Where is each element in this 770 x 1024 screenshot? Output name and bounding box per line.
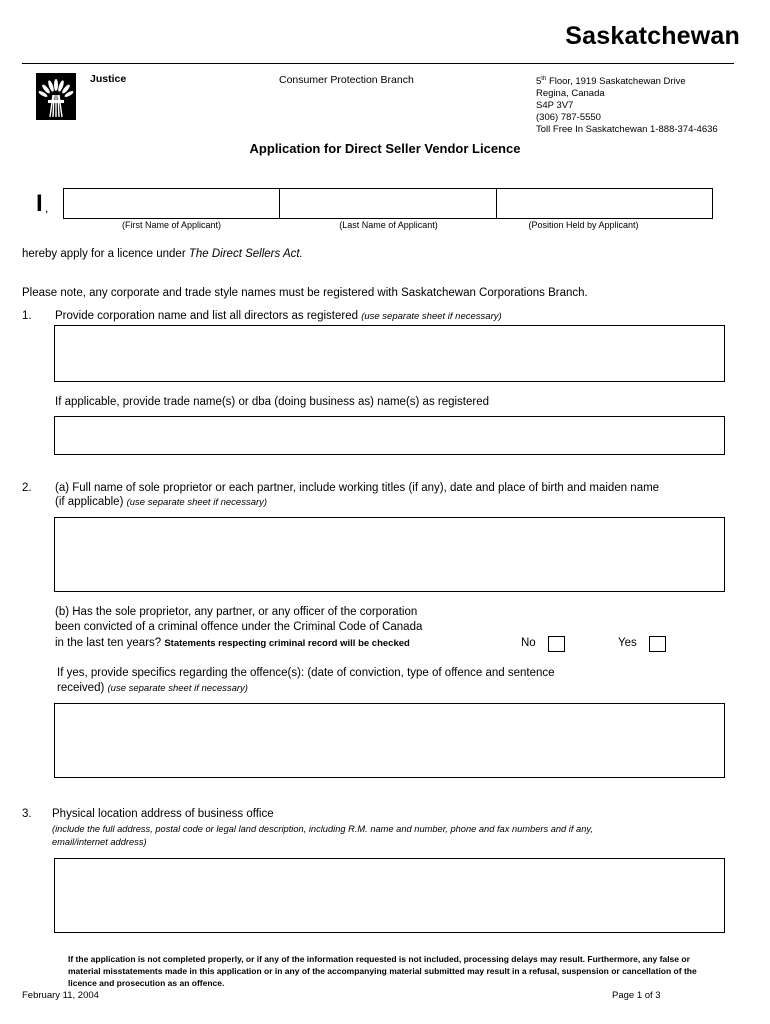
q2a-proprietor-partners-field[interactable] bbox=[54, 517, 725, 592]
q3-hint-line1: (include the full address, postal code or legal land description, including R.M. name and number, phone and fax numbers and if any, bbox=[52, 824, 593, 834]
last-name-label: (Last Name of Applicant) bbox=[339, 220, 438, 230]
position-field[interactable] bbox=[497, 189, 712, 218]
applicant-prefix-comma: , bbox=[45, 201, 49, 215]
page-number: Page 1 of 3 bbox=[612, 990, 661, 1001]
q2-offence-specifics-field[interactable] bbox=[54, 703, 725, 778]
q2b-line2: been convicted of a criminal offence under the Criminal Code of Canada bbox=[55, 621, 423, 633]
q2-specifics-line2 bbox=[57, 682, 248, 694]
address-postal-code: S4P 3V7 bbox=[536, 100, 574, 112]
q2a-question: (a) Full name of sole proprietor or each partner, include working titles (if any), date and place of birth and maiden name bbox=[55, 482, 660, 494]
applicant-name-row bbox=[63, 188, 713, 219]
q2a-hint: (use separate sheet if necessary) bbox=[126, 497, 268, 508]
address-phone: (306) 787-5550 bbox=[536, 112, 601, 124]
q1-question bbox=[55, 310, 502, 322]
criminal-record-check-notice: Statements respecting criminal record will be checked bbox=[164, 638, 410, 649]
apply-statement bbox=[22, 248, 303, 260]
position-label: (Position Held by Applicant) bbox=[528, 220, 639, 230]
q2-number: 2. bbox=[22, 482, 32, 494]
address-toll-free: Toll Free In Saskatchewan 1-888-374-4636 bbox=[536, 124, 718, 136]
form-title: Application for Direct Seller Vendor Licence bbox=[249, 141, 521, 156]
processing-warning: If the application is not completed properly, or if any of the information requested is not included, processing delays may result. Furthermore, any false or material misstatements made in this application or in any of the accompanying material submitted may result in a refusal, suspension or cancellation of the licence and prosecution as an offence. bbox=[68, 954, 697, 988]
q1-trade-name-field[interactable] bbox=[54, 416, 725, 455]
act-name: The Direct Sellers Act. bbox=[188, 248, 303, 260]
q3-number: 3. bbox=[22, 808, 32, 820]
last-name-field[interactable] bbox=[280, 189, 496, 218]
q3-hint-line2: email/internet address) bbox=[52, 837, 147, 847]
apply-statement-text: hereby apply for a licence under bbox=[22, 248, 189, 260]
q1-number: 1. bbox=[22, 310, 32, 322]
yes-checkbox[interactable] bbox=[649, 636, 666, 652]
wheat-sheaf-logo-icon bbox=[36, 73, 76, 120]
q2b-line1: (b) Has the sole proprietor, any partner, or any officer of the corporation bbox=[55, 606, 418, 618]
q1-corporation-directors-field[interactable] bbox=[54, 325, 725, 382]
province-name: Saskatchewan bbox=[565, 22, 740, 50]
q2b-line3-text: in the last ten years? bbox=[55, 637, 165, 649]
form-date: February 11, 2004 bbox=[22, 990, 99, 1001]
first-name-field[interactable] bbox=[64, 189, 280, 218]
applicant-prefix: I bbox=[36, 190, 43, 217]
q1-hint: (use separate sheet if necessary) bbox=[361, 311, 502, 322]
office-address bbox=[536, 73, 766, 136]
department-name: Justice bbox=[90, 73, 127, 85]
registration-note: Please note, any corporate and trade style names must be registered with Saskatchewan Corporations Branch. bbox=[22, 287, 588, 299]
q2b-line3 bbox=[55, 637, 410, 649]
q2-specifics-line1: If yes, provide specifics regarding the offence(s): (date of conviction, type of offence and sentence bbox=[57, 667, 555, 679]
address-city: Regina, Canada bbox=[536, 88, 605, 100]
q2-specifics-hint: (use separate sheet if necessary) bbox=[107, 683, 248, 694]
address-floor-number: 5 bbox=[536, 76, 542, 88]
q1-trade-name-question: If applicable, provide trade name(s) or dba (doing business as) name(s) as registered bbox=[55, 396, 490, 408]
header-divider bbox=[22, 63, 734, 64]
q1-text: Provide corporation name and list all directors as registered bbox=[55, 310, 362, 322]
yes-label: Yes bbox=[618, 637, 637, 649]
q2a-text-cont: (if applicable) bbox=[55, 496, 127, 508]
q2-specifics-text: received) bbox=[57, 682, 108, 694]
q3-business-address-field[interactable] bbox=[54, 858, 725, 933]
address-street: Floor, 1919 Saskatchewan Drive bbox=[546, 76, 686, 88]
branch-name: Consumer Protection Branch bbox=[279, 74, 414, 86]
q3-question: Physical location address of business office bbox=[52, 808, 274, 820]
address-floor-suffix: th bbox=[541, 76, 547, 82]
no-label: No bbox=[521, 637, 536, 649]
q2a-question-cont bbox=[55, 496, 267, 508]
first-name-label: (First Name of Applicant) bbox=[121, 220, 222, 230]
no-checkbox[interactable] bbox=[548, 636, 565, 652]
